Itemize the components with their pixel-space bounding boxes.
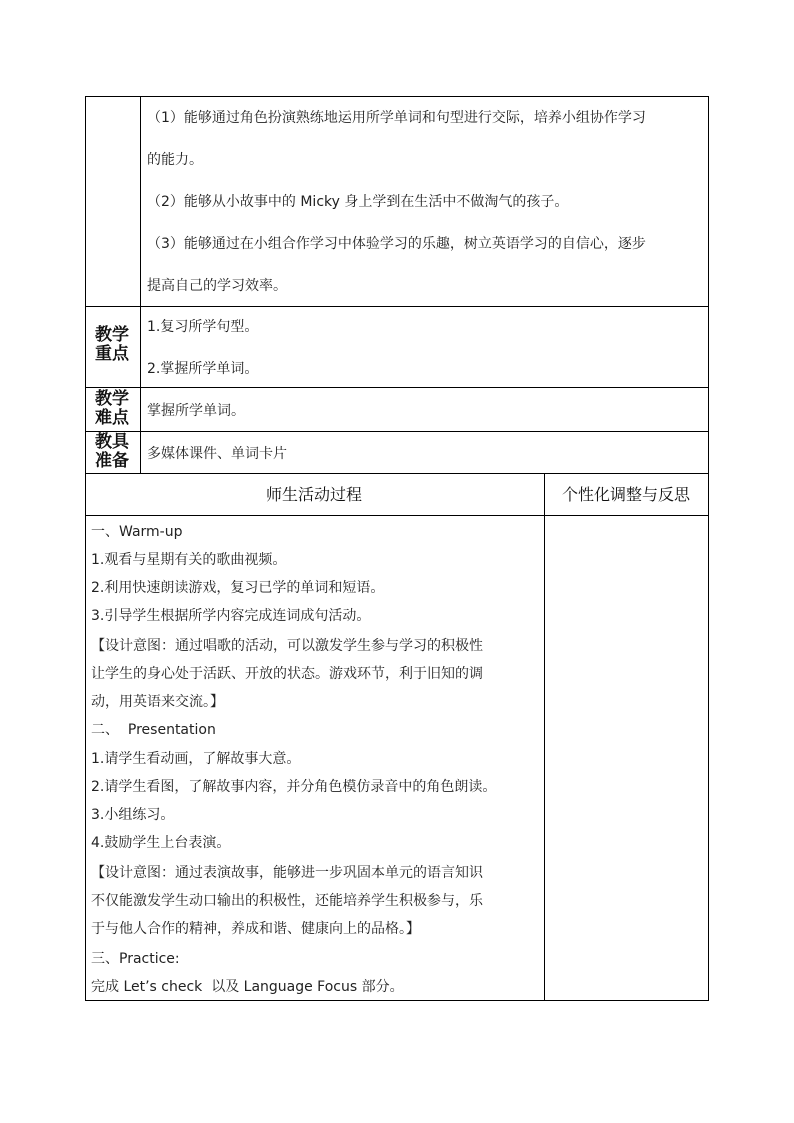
- key-point-2: 2.掌握所学单词。: [147, 361, 259, 377]
- row-divider-keypoints: [86, 387, 708, 388]
- presentation-step-4: 4.鼓励学生上台表演。: [91, 835, 231, 851]
- warmup-step-3: 3.引导学生根据所学内容完成连词成句活动。: [91, 608, 371, 624]
- materials-label-top: 教具: [95, 432, 129, 452]
- presentation-step-2: 2.请学生看图，了解故事内容，并分角色模仿录音中的角色朗读。: [91, 779, 497, 795]
- materials-label-bottom: 准备: [95, 451, 129, 471]
- row-divider-materials: [86, 473, 708, 474]
- objective-line-5: 提高自己的学习效率。: [147, 278, 287, 294]
- row-divider-difficulties: [86, 431, 708, 432]
- label-column-divider: [140, 97, 141, 474]
- objective-line-1: （1）能够通过角色扮演熟练地运用所学单词和句型进行交际，培养小组协作学习: [147, 110, 646, 126]
- key-point-1: 1.复习所学句型。: [147, 319, 259, 335]
- design-intent-2-line-1: 【设计意图：通过表演故事，能够进一步巩固本单元的语言知识: [91, 865, 483, 881]
- reflection-header: 个性化调整与反思: [561, 485, 690, 504]
- objective-line-4: （3）能够通过在小组合作学习中体验学习的乐趣，树立英语学习的自信心，逐步: [147, 236, 646, 252]
- objective-line-3: （2）能够从小故事中的 Micky 身上学到在生活中不做淘气的孩子。: [147, 194, 569, 210]
- presentation-step-1: 1.请学生看动画，了解故事大意。: [91, 751, 301, 767]
- row-divider-process-header: [86, 515, 708, 516]
- key-points-label-bottom: 重点: [95, 344, 129, 364]
- objective-line-2: 的能力。: [147, 152, 203, 168]
- warmup-step-1: 1.观看与星期有关的歌曲视频。: [91, 552, 287, 568]
- activities-header: 师生活动过程: [265, 485, 362, 504]
- design-intent-1-line-2: 让学生的身心处于活跃、开放的状态。游戏环节，利于旧知的调: [91, 666, 483, 682]
- design-intent-1-line-3: 动，用英语来交流。】: [91, 694, 224, 710]
- reflection-column-divider: [544, 473, 545, 1000]
- materials-text: 多媒体课件、单词卡片: [147, 446, 287, 462]
- presentation-step-3: 3.小组练习。: [91, 807, 175, 823]
- difficulties-label-bottom: 难点: [95, 408, 129, 428]
- warmup-step-2: 2.利用快速朗读游戏，复习已学的单词和短语。: [91, 580, 385, 596]
- warmup-title: 一、Warm-up: [91, 524, 183, 540]
- difficulties-text: 掌握所学单词。: [147, 403, 245, 419]
- design-intent-2-line-3: 于与他人合作的精神，养成和谐、健康向上的品格。】: [91, 921, 420, 937]
- row-divider-objectives: [86, 306, 708, 307]
- difficulties-label-top: 教学: [95, 389, 129, 409]
- presentation-title: 二、 Presentation: [91, 722, 216, 738]
- key-points-label-top: 教学: [95, 325, 129, 345]
- design-intent-2-line-2: 不仅能激发学生动口输出的积极性，还能培养学生积极参与，乐: [91, 893, 483, 909]
- practice-step-1: 完成 Let’s check 以及 Language Focus 部分。: [91, 979, 404, 995]
- practice-title: 三、Practice:: [91, 951, 180, 967]
- design-intent-1-line-1: 【设计意图：通过唱歌的活动，可以激发学生参与学习的积极性: [91, 638, 483, 654]
